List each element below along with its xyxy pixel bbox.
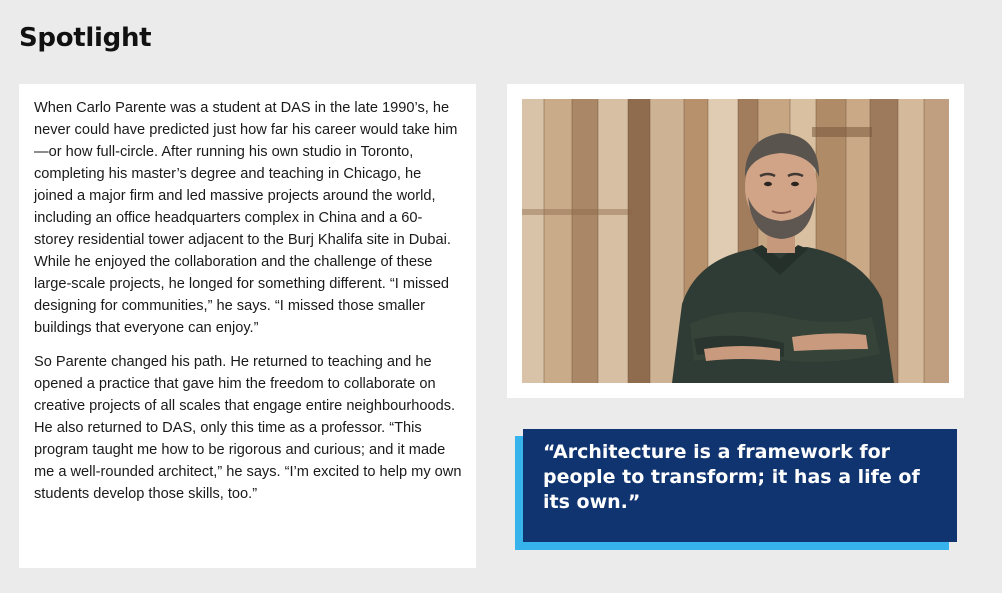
article-card [19,84,476,568]
page-title: Spotlight [19,23,152,53]
quote-box [523,429,957,542]
portrait-photo [522,99,949,383]
article-paragraph-2: So Parente changed his path. He returned to teaching and he opened a practice that gave him the freedom to collaborate on creative projects of all scales that engage entire neighbourhoods. He also returned to DAS, only this time as a professor. “This program taught me how to be rigorous and curious; and it made me a well-rounded architect,” he says. “I’m excited to help my own students develop those skills, too.” [34,354,462,502]
photo-card [507,84,964,398]
pull-quote [515,429,957,550]
quote-text: “Architecture is a framework for people to transform; it has a life of its own.” [543,441,920,513]
article-paragraph-1: When Carlo Parente was a student at DAS in the late 1990’s, he never could have predicted just how far his career would take him—or how full-circle. After running his own studio in Toronto, completing his master’s degree and teaching in Chicago, he joined a major firm and led massive projects around the world, including an office headquarters complex in China and a 60-storey residential tower adjacent to the Burj Khalifa site in Dubai. While he enjoyed the collaboration and the challenge of these large-scale projects, he longed for something different. “I missed designing for communities,” he says. “I missed those smaller buildings that everyone can enjoy.” [34,100,458,336]
